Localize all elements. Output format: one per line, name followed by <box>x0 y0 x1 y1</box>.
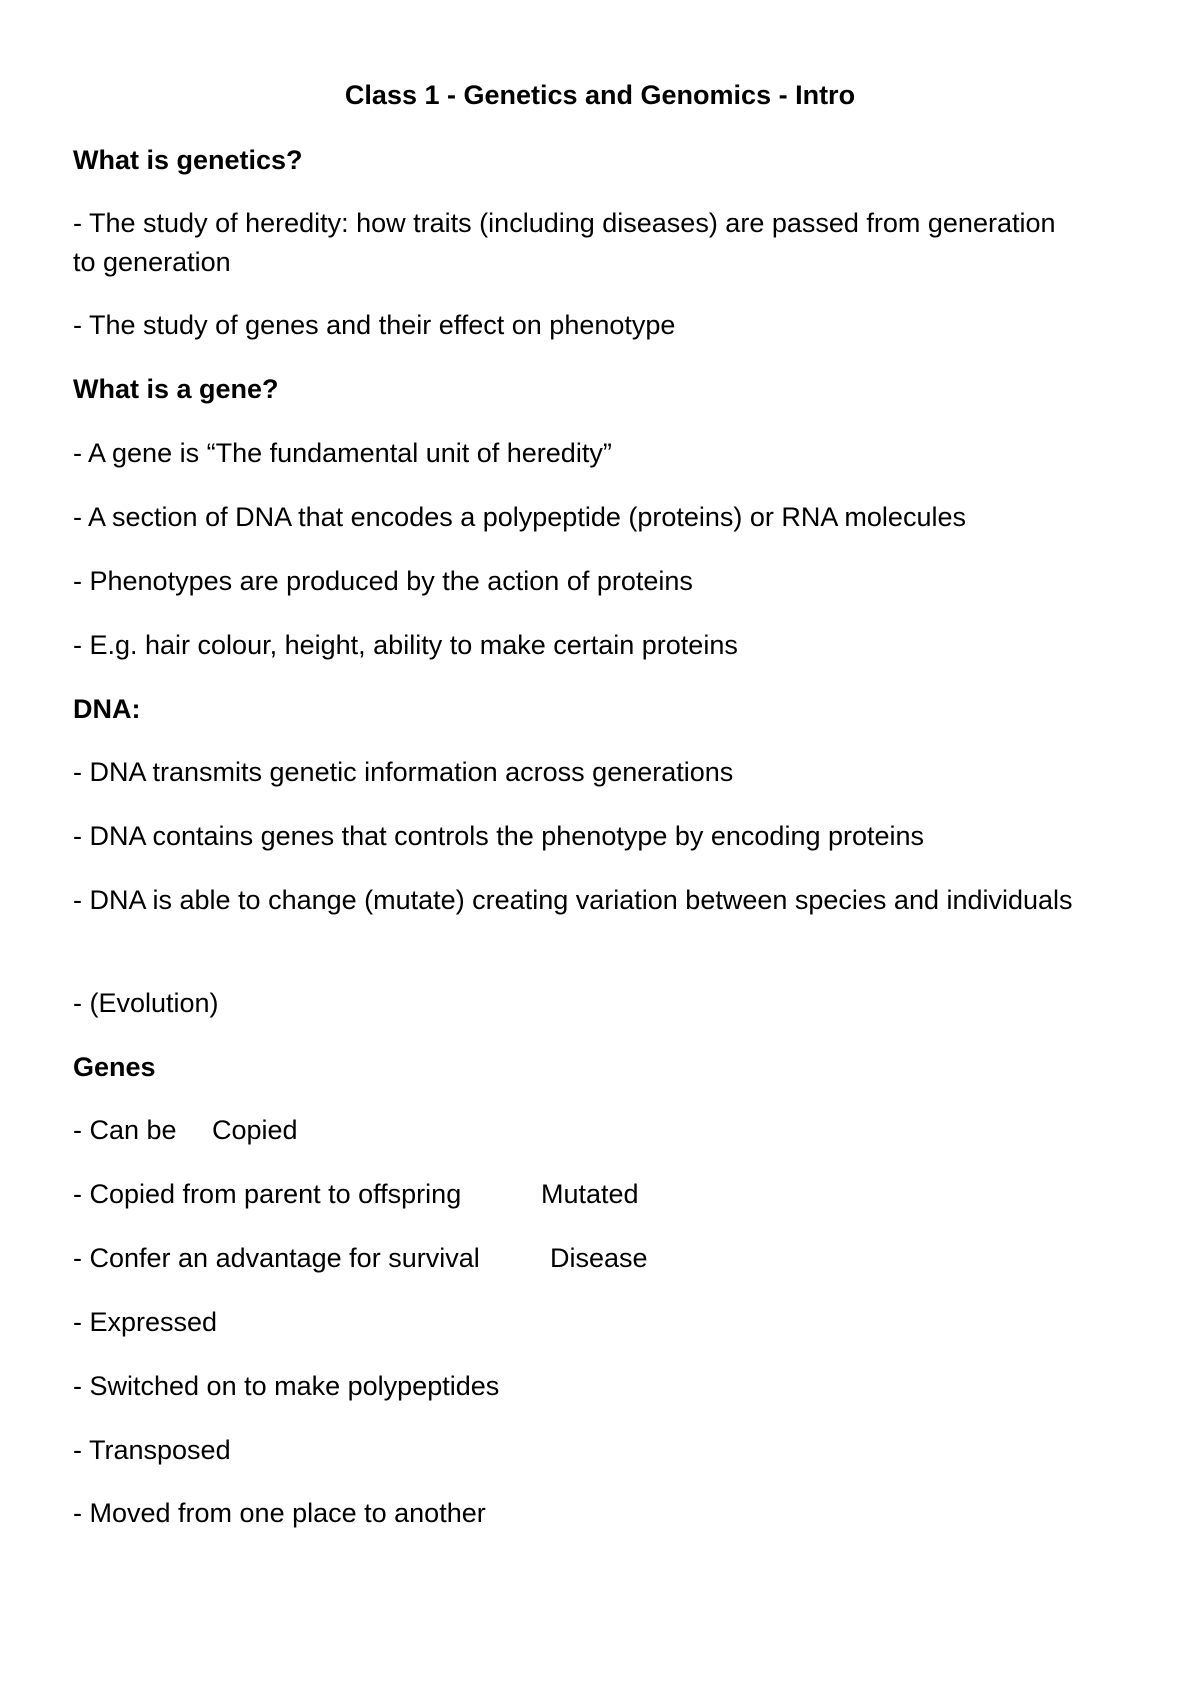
dna-item-3: - DNA is able to change (mutate) creating variation between species and individuals <box>73 885 1073 915</box>
page-title: Class 1 - Genetics and Genomics - Intro <box>344 80 856 110</box>
heading-dna: DNA: <box>73 694 141 724</box>
genes-col2-copied: Copied <box>212 1115 298 1145</box>
genes-col2-mutated: Mutated <box>541 1179 639 1209</box>
heading-what-is-a-gene: What is a gene? <box>73 374 279 404</box>
dna-item-1: - DNA transmits genetic information across generations <box>73 757 734 787</box>
genes-item-5: - Switched on to make polypeptides <box>73 1371 500 1401</box>
gene-item-3: - Phenotypes are produced by the action of proteins <box>73 566 693 596</box>
genes-col2-disease: Disease <box>550 1243 648 1273</box>
genes-item-2: - Copied from parent to offspring <box>73 1179 462 1209</box>
heading-genes: Genes <box>73 1052 156 1082</box>
genes-item-6: - Transposed <box>73 1435 231 1465</box>
genetics-item-2: - The study of genes and their effect on phenotype <box>73 310 676 340</box>
genetics-item-1: - The study of heredity: how traits (including diseases) are passed from generation to generation <box>73 208 1056 277</box>
genes-item-3: - Confer an advantage for survival <box>73 1243 480 1273</box>
gene-item-4: - E.g. hair colour, height, ability to make certain proteins <box>73 630 738 660</box>
dna-item-4: - (Evolution) <box>73 988 219 1018</box>
gene-item-1: - A gene is “The fundamental unit of heredity” <box>73 438 612 468</box>
genes-item-7: - Moved from one place to another <box>73 1498 486 1528</box>
dna-item-2: - DNA contains genes that controls the phenotype by encoding proteins <box>73 821 925 851</box>
heading-what-is-genetics: What is genetics? <box>73 145 303 175</box>
genes-item-4: - Expressed <box>73 1307 218 1337</box>
genes-item-1: - Can be <box>73 1115 177 1145</box>
gene-item-2: - A section of DNA that encodes a polypeptide (proteins) or RNA molecules <box>73 502 966 532</box>
